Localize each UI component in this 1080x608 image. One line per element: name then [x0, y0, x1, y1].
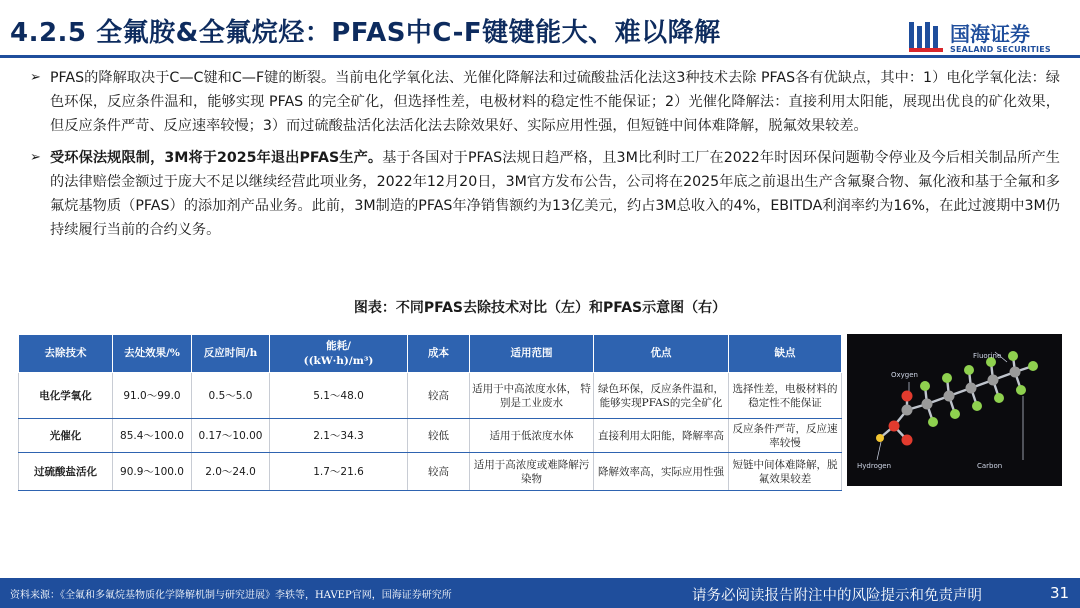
- bullet-lead: 受环保法规限制，3M将于2025年退出PFAS生产。: [50, 150, 383, 166]
- table-cell: 电化学氧化: [19, 373, 113, 419]
- fluorine-atom: [942, 373, 952, 383]
- oxygen-label: Oxygen: [891, 371, 918, 379]
- table-row: [19, 453, 842, 491]
- table-cell: 反应条件严苛，反应速率较慢: [729, 419, 842, 453]
- bullet-text: PFAS的降解取决于C—C键和C—F键的断裂。当前电化学氧化法、光催化降解法和过硫酸盐活化法这3种技术去除 PFAS各有优缺点，其中：1）电化学氧化法：绿色环保，反应条件温和，能够实现 PFAS 的完全矿化，但选择性差，电极材料的稳定性不能保证；2）光催化降解法：直接利用太阳能，展现出优良的矿化效果，但反应条件严苛、反应速率较慢；3）而过硫酸盐活化法活化法去除效果好、实际应用性强，但短链中间体难降解，脱氟效果较差。: [50, 70, 1060, 134]
- table-cell: 适用于低浓度水体: [470, 419, 594, 453]
- table-cell: 较高: [408, 453, 470, 491]
- table-cell: 直接利用太阳能，降解率高: [594, 419, 729, 453]
- carbon-atom: [902, 405, 913, 416]
- table-row: [19, 419, 842, 453]
- carbon-atom: [1010, 367, 1021, 378]
- source-note: 资料来源：《全氟和多氟烷基物质化学降解机制与研究进展》李轶等，HAVEP官网，国海证券研究所: [10, 590, 452, 601]
- table-cell: 绿色环保，反应条件温和，能够实现PFAS的完全矿化: [594, 373, 729, 419]
- bullet-list: [30, 66, 1060, 242]
- table-cell: 短链中间体难降解，脱氟效果较差: [729, 453, 842, 491]
- hydrogen-atom: [876, 434, 884, 442]
- table-cell: 光催化: [19, 419, 113, 453]
- arrow-bullet-icon: ➢: [30, 150, 41, 165]
- hydrogen-label: Hydrogen: [857, 462, 892, 470]
- table-cell: 91.0～99.0: [113, 373, 192, 419]
- table-header-row: [19, 335, 842, 373]
- table-cell: 2.0～24.0: [192, 453, 270, 491]
- table-header-cell: 优点: [594, 335, 729, 373]
- table-header-cell: 去处效果/%: [113, 335, 192, 373]
- table-cell: 5.1～48.0: [270, 373, 408, 419]
- footer-bar: [0, 578, 1080, 608]
- pfas-molecule-diagram: [847, 334, 1062, 486]
- bullet-item-3m-exit: [30, 146, 1060, 242]
- carbon-atom: [988, 375, 999, 386]
- table-cell: 降解效率高，实际应用性强: [594, 453, 729, 491]
- table-header-cell: 反应时间/h: [192, 335, 270, 373]
- table-cell: 0.5～5.0: [192, 373, 270, 419]
- figure-caption: 图表：不同PFAS去除技术对比（左）和PFAS示意图（右）: [353, 300, 727, 316]
- logo-chinese-name: 国海证券: [950, 22, 1030, 46]
- table-cell: 1.7～21.6: [270, 453, 408, 491]
- carbon-atom: [944, 391, 955, 402]
- table-header-cell: 成本: [408, 335, 470, 373]
- fluorine-atom: [920, 381, 930, 391]
- table-cell: 较高: [408, 373, 470, 419]
- disclaimer-text: 请务必阅读报告附注中的风险提示和免责声明: [692, 588, 982, 604]
- oxygen-atom: [902, 391, 913, 402]
- table-header-cell: 能耗/ ((kW·h)/m³): [270, 335, 408, 373]
- table-cell: 85.4～100.0: [113, 419, 192, 453]
- logo-english-name: SEALAND SECURITIES: [950, 45, 1051, 54]
- page-number: 31: [1050, 584, 1070, 602]
- oxygen-atom: [889, 421, 900, 432]
- table-cell: 过硫酸盐活化: [19, 453, 113, 491]
- table-cell: 适用于高浓度或难降解污染物: [470, 453, 594, 491]
- fluorine-atom: [928, 417, 938, 427]
- fluorine-atom: [994, 393, 1004, 403]
- table-header-cell: 适用范围: [470, 335, 594, 373]
- page-title: 4.2.5 全氟胺&全氟烷烃：PFAS中C-F键键能大、难以降解: [10, 18, 721, 48]
- table-cell: 选择性差，电极材料的稳定性不能保证: [729, 373, 842, 419]
- fluorine-atom: [972, 401, 982, 411]
- carbon-atom: [922, 399, 933, 410]
- carbon-atom: [966, 383, 977, 394]
- carbon-label: Carbon: [977, 462, 1003, 470]
- table-header-cell: 缺点: [729, 335, 842, 373]
- table-cell: 90.9～100.0: [113, 453, 192, 491]
- table-cell: 较低: [408, 419, 470, 453]
- arrow-bullet-icon: ➢: [30, 70, 41, 85]
- sealand-logo: [908, 18, 1068, 58]
- comparison-table: [18, 334, 842, 491]
- fluorine-atom: [950, 409, 960, 419]
- bullet-item-degradation: [30, 66, 1060, 138]
- sealand-logo-icon: [908, 20, 944, 54]
- table-header-cell: 去除技术: [19, 335, 113, 373]
- fluorine-atom: [964, 365, 974, 375]
- table-row: [19, 373, 842, 419]
- fluorine-atom: [1008, 351, 1018, 361]
- fluorine-label: Fluorine: [973, 352, 1002, 360]
- table-cell: 0.17～10.00: [192, 419, 270, 453]
- fluorine-atom: [1028, 361, 1038, 371]
- fluorine-atom: [1016, 385, 1026, 395]
- bullet-text: 基于各国对于PFAS法规日趋严格，且3M比利时工厂在2022年时因环保问题勒令停业及今后相关制品所产生的法律赔偿金额过于庞大不足以继续经营此项业务，2022年12月20日，3M官方发布公告，公司将在2025年底之前退出生产含氟聚合物、氟化液和基于全氟和多氟烷基物质（PFAS）的添加剂产品业务。此前，3M制造的PFAS年净销售额约为13亿美元，约占3M总收入的4%，EBITDA利润率约为16%，在此过渡期中3M仍持续履行当前的合约义务。: [50, 150, 1060, 238]
- table-cell: 2.1～34.3: [270, 419, 408, 453]
- table-cell: 适用于中高浓度水体， 特别是工业废水: [470, 373, 594, 419]
- oxygen-atom: [902, 435, 913, 446]
